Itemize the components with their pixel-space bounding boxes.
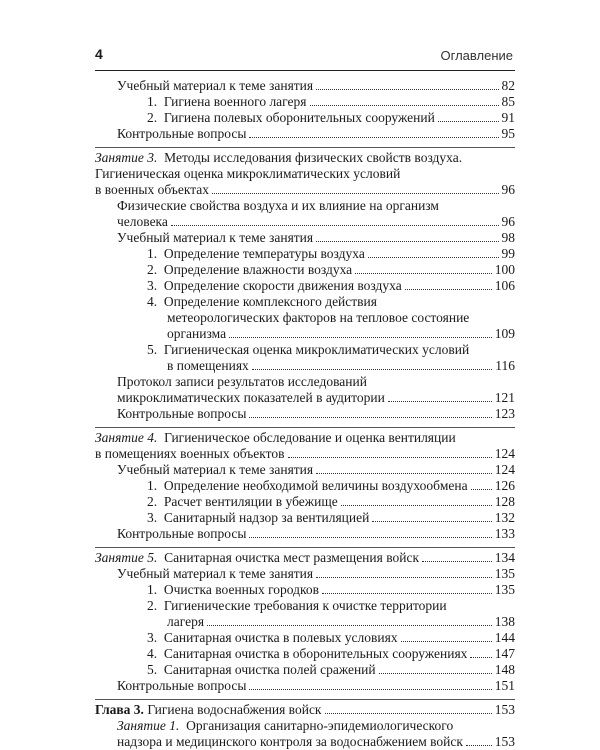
toc-entry[interactable]: Учебный материал к теме занятия 98: [117, 230, 515, 245]
section-divider: [95, 427, 515, 428]
lesson-heading[interactable]: Занятие 1. Организация санитарно-эпидемиологического: [117, 718, 454, 733]
toc-entry[interactable]: Учебный материал к теме занятия 124: [117, 462, 515, 477]
leader-dots: [249, 537, 491, 538]
toc-entry[interactable]: 2. Расчет вентиляции в убежище 128: [147, 494, 515, 509]
leader-dots: [355, 273, 492, 274]
leader-dots: [212, 193, 498, 194]
leader-dots: [438, 121, 499, 122]
leader-dots: [249, 689, 491, 690]
leader-dots: [316, 241, 498, 242]
leader-dots: [372, 521, 491, 522]
toc-entry[interactable]: Учебный материал к теме занятия 82: [117, 78, 515, 93]
leader-dots: [310, 105, 499, 106]
toc-entry[interactable]: 1. Определение температуры воздуха 99: [147, 246, 515, 261]
page-header: [95, 46, 513, 68]
toc-entry[interactable]: Контрольные вопросы 151: [117, 678, 515, 693]
leader-dots: [207, 625, 492, 626]
leader-dots: [252, 369, 492, 370]
leader-dots: [316, 89, 498, 90]
toc-entry[interactable]: 4. Санитарная очистка в оборонительных сооружениях 147: [147, 646, 515, 661]
toc-entry[interactable]: организма 109: [167, 326, 515, 341]
lesson-heading[interactable]: Занятие 3. Методы исследования физических свойств воздуха.: [95, 150, 463, 165]
toc-entry[interactable]: 5. Санитарная очистка полей сражений 148: [147, 662, 515, 677]
leader-dots: [322, 593, 492, 594]
toc-entry[interactable]: 1. Определение необходимой величины воздухообмена 126: [147, 478, 515, 493]
leader-dots: [379, 673, 492, 674]
running-title: Оглавление: [440, 48, 513, 63]
leader-dots: [388, 401, 492, 402]
toc-entry[interactable]: лагеря 138: [167, 614, 515, 629]
leader-dots: [471, 489, 492, 490]
leader-dots: [249, 137, 498, 138]
page-number: 4: [95, 46, 103, 62]
toc-entry[interactable]: 1. Очистка военных городков 135: [147, 582, 515, 597]
chapter-heading[interactable]: Глава 3. Гигиена водоснабжения войск 153: [95, 702, 515, 717]
leader-dots: [470, 657, 491, 658]
leader-dots: [401, 641, 492, 642]
leader-dots: [422, 561, 492, 562]
leader-dots: [316, 473, 492, 474]
leader-dots: [466, 745, 492, 746]
leader-dots: [316, 577, 492, 578]
leader-dots: [171, 225, 499, 226]
toc-entry[interactable]: 3. Определение скорости движения воздуха 106: [147, 278, 515, 293]
section-divider: [95, 147, 515, 148]
section-divider: [95, 699, 515, 700]
toc-entry[interactable]: 2. Гигиена полевых оборонительных сооружений 91: [147, 110, 515, 125]
leader-dots: [368, 257, 499, 258]
toc-entry[interactable]: микроклиматических показателей в аудитории 121: [117, 390, 515, 405]
toc-entry[interactable]: надзора и медицинского контроля за водоснабжением войск 153: [117, 734, 515, 749]
leader-dots: [325, 713, 492, 714]
toc-entry[interactable]: Контрольные вопросы 133: [117, 526, 515, 541]
toc-entry[interactable]: 3. Санитарная очистка в полевых условиях 144: [147, 630, 515, 645]
toc-entry[interactable]: 3. Санитарный надзор за вентиляцией 132: [147, 510, 515, 525]
lesson-heading[interactable]: Занятие 5. Санитарная очистка мест размещения войск 134: [95, 550, 515, 565]
toc-entry[interactable]: Учебный материал к теме занятия 135: [117, 566, 515, 581]
toc-entry[interactable]: Контрольные вопросы 95: [117, 126, 515, 141]
leader-dots: [405, 289, 492, 290]
toc-entry[interactable]: в помещениях 116: [167, 358, 515, 373]
header-rule: [95, 70, 515, 71]
leader-dots: [229, 337, 492, 338]
toc-entry[interactable]: в помещениях военных объектов 124: [95, 446, 515, 461]
section-divider: [95, 547, 515, 548]
toc-entry[interactable]: 2. Определение влажности воздуха 100: [147, 262, 515, 277]
leader-dots: [288, 457, 492, 458]
leader-dots: [341, 505, 492, 506]
toc-entry[interactable]: в военных объектах 96: [95, 182, 515, 197]
toc-entry[interactable]: 1. Гигиена военного лагеря 85: [147, 94, 515, 109]
toc-entry[interactable]: человека 96: [117, 214, 515, 229]
toc-entry[interactable]: Контрольные вопросы 123: [117, 406, 515, 421]
table-of-contents: Учебный материал к теме занятия 82 1. Гигиена военного лагеря 85 2. Гигиена полевых оборонительных сооружений 91 Контрольные вопросы 95 Занятие 3. Методы исследования физических свойств воздуха. Гигиеническая оценка микроклиматических условий в военных объектах 96 Физические свойства воздуха и их влияние на организм человека 96 Учебный материал к теме занятия 98 1. Определение температуры воздуха 99 2. Определение влажности воздуха 100 3. Определение скорости движения воздуха 106 4. Определение комплексного действия метеорологических факторов на тепловое состояние организма 109 5. Гигиеническая оценка микроклиматических условий в помещениях 116 Протокол записи результатов исследований микроклиматических показателей в аудитории 121 Контрольные вопросы 123 Занятие 4. Гигиеническое обследование и оценка вентиляции в помещениях военных объектов 124 Учебный материал к теме занятия 124 1. Определение необходимой величины воздухообмена 126 2. Расчет вентиляции в убежище 128 3. Санитарный надзор за вентиляцией 132 Контрольные вопросы 133 Занятие 5. Санитарная очистка мест размещения войск 134 Учебный материал к теме занятия 135 1. Очистка военных городков 135 2. Гигиенические требования к очистке территории лагеря 138 3. Санитарная очистка в полевых условиях 144 4. Санитарная очистка в оборонительных сооружениях 147 5. Санитарная очистка полей сражений 148 Контрольные вопросы 151 Глава 3. Гигиена водоснабжения войск 153 Занятие 1. Организация санитарно-эпидемиологического надзора и медицинского контроля за водоснабжением войск 153: [95, 78, 515, 749]
leader-dots: [249, 417, 491, 418]
lesson-heading[interactable]: Занятие 4. Гигиеническое обследование и оценка вентиляции: [95, 430, 456, 445]
